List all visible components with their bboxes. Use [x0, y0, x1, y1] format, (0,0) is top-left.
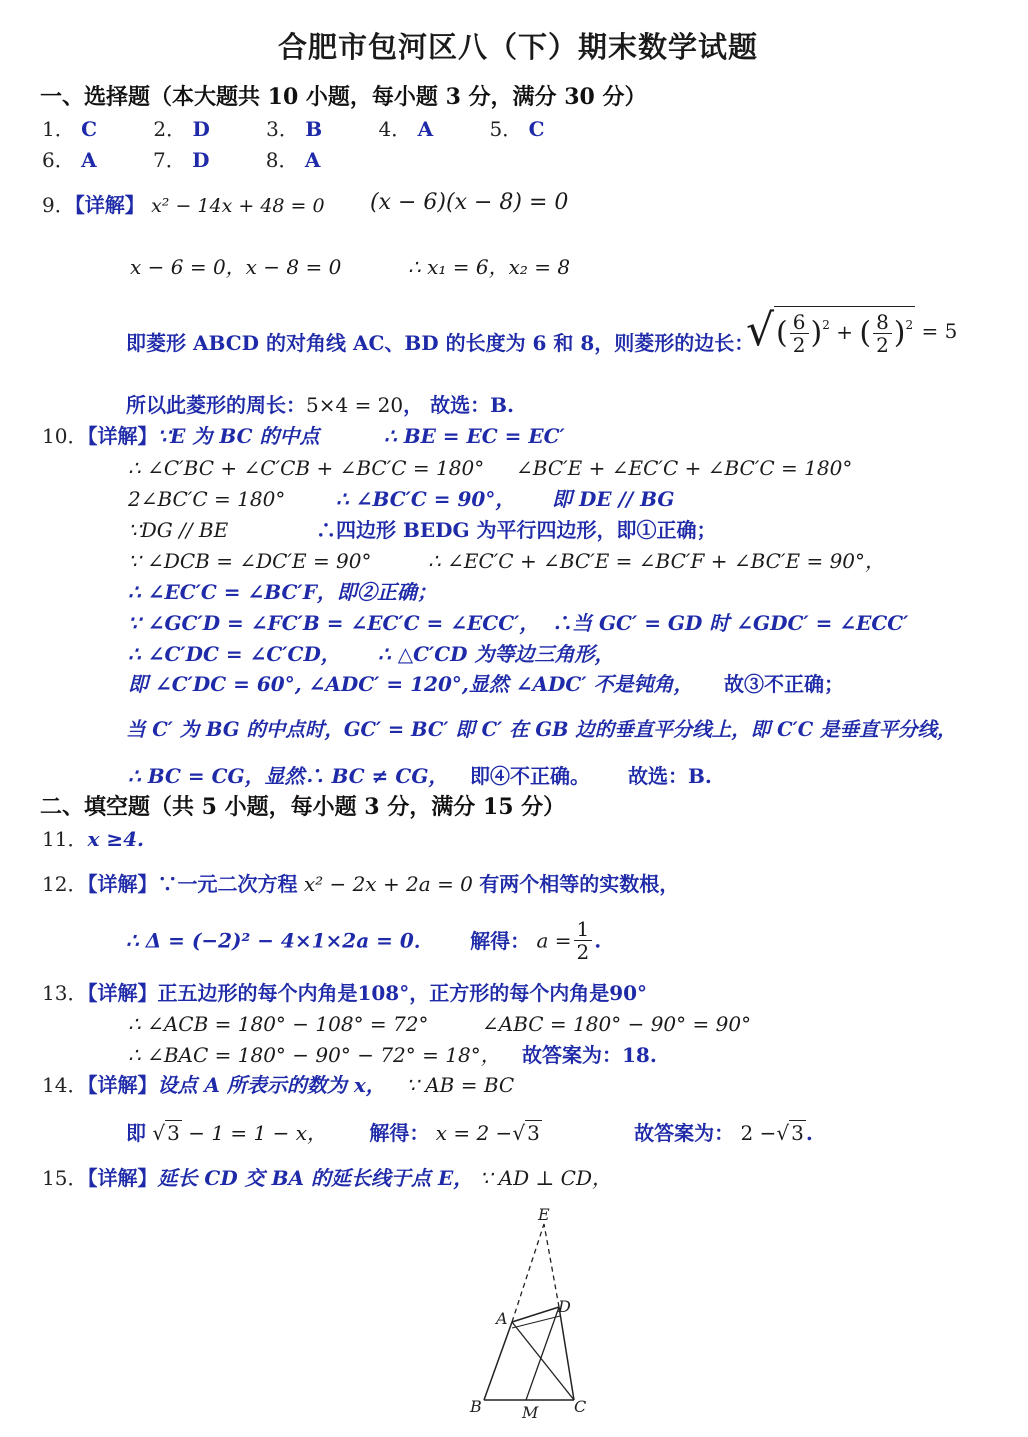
q10-line3c: 即 DE // BG: [552, 487, 675, 511]
label-m: M: [522, 1403, 539, 1422]
dashed-line-de: [544, 1224, 559, 1307]
label-b: B: [470, 1397, 482, 1416]
mc-item: 8． A: [265, 148, 321, 172]
q9-perimeter: 所以此菱形的周长：5×4 = 20， 故选：B.: [126, 393, 514, 417]
q12-line2: ∴ Δ = (−2)² − 4×1×2a = 0． 解得： a = $\frac{1}{2}$ .: [126, 917, 602, 964]
q10-line3b: ∴ ∠BC′C = 90°，: [336, 487, 516, 511]
q10-line9a: 即 ∠C′DC = 60°, ∠ADC′ = 120°,显然 ∠ADC′ 不是钝角，: [128, 672, 694, 696]
q10-line7a: ∵ ∠GC′D = ∠FC′B = ∠EC′C = ∠ECC′，: [128, 611, 540, 635]
q10-line4b: ∴四边形 BEDG 为平行四边形，即①正确；: [316, 518, 717, 542]
q10-line6: ∴ ∠EC′C = ∠BC′F，即②正确；: [128, 580, 437, 604]
q9-side-length-formula: √( $\frac{6}{2}$ )$^2$ + ( $\frac{8}{2}$ )$^2$ = 5: [746, 305, 958, 357]
mc-item: 1． C: [42, 117, 98, 141]
q9-factored: (x − 6)(x − 8) = 0: [370, 190, 569, 215]
section2-heading: 二、填空题（共 5 小题，每小题 3 分，满分 15 分）: [40, 794, 566, 820]
q9-roots-step: x − 6 = 0，x − 8 = 0: [130, 255, 342, 279]
q10-line5a: ∵ ∠DCB = ∠DC′E = 90°: [128, 549, 372, 573]
q10-line2b: ∠BC′E + ∠EC′C + ∠BC′C = 180°: [516, 456, 853, 480]
q12-line1: 12．【详解】∵一元二次方程 x² − 2x + 2a = 0 有两个相等的实数根，: [42, 872, 680, 896]
mc-item: 2． D: [153, 117, 210, 141]
segment-ba: [484, 1322, 512, 1400]
q10-line11a: ∴ BC = CG，显然∴ BC ≠ CG，: [128, 764, 449, 788]
q10-line8a: ∴ ∠C′DC = ∠C′CD，: [128, 642, 341, 666]
section1-heading: 一、选择题（本大题共 10 小题，每小题 3 分，满分 30 分）: [40, 84, 647, 110]
mc-item: 7． D: [152, 148, 210, 172]
q10-line2a: ∴ ∠C′BC + ∠C′CB + ∠BC′C = 180°: [128, 456, 485, 480]
segment-ad: [512, 1307, 559, 1322]
q10-line1: 10．【详解】∵E 为 BC 的中点: [42, 424, 320, 448]
page-title: 合肥市包河区八（下）期末数学试题: [278, 30, 759, 64]
q11-answer: 11．x ≥4.: [42, 827, 144, 851]
segment-dc: [559, 1307, 574, 1400]
q10-line3a: 2∠BC′C = 180°: [128, 487, 286, 511]
q10-line8b: ∴ △C′CD 为等边三角形，: [378, 642, 615, 666]
q10-line4a: ∵DG // BE: [128, 518, 229, 542]
q9-rhombus-text: 即菱形 ABCD 的对角线 AC、BD 的长度为 6 和 8，则菱形的边长：: [126, 331, 755, 355]
geometry-figure: [460, 1200, 640, 1430]
label-d: D: [558, 1297, 571, 1316]
segment-ac: [512, 1322, 574, 1400]
q10-line9b: 故③不正确；: [724, 672, 844, 696]
q14-line2: 即 √ 3 − 1 = 1 − x， 解得： x = 2 −√ 3 故答案为： 2 −√ 3 .: [126, 1121, 813, 1145]
q9-roots: ∴ x₁ = 6，x₂ = 8: [408, 255, 571, 279]
label-e: E: [538, 1205, 550, 1224]
mc-answers-row1: [42, 116, 545, 142]
mc-item: 3． B: [266, 117, 323, 141]
mc-item: 5． C: [489, 117, 545, 141]
q10-line10: 当 C′ 为 BG 的中点时，GC′ = BC′ 即 C′ 在 GB 边的垂直平分线上，即 C′C 是垂直平分线，: [126, 718, 957, 741]
q15-line1: 15．【详解】延长 CD 交 BA 的延长线于点 E， ∵ AD ⊥ CD，: [42, 1166, 612, 1190]
mc-answers-row2: [42, 147, 320, 173]
dashed-line-ae: [512, 1224, 544, 1322]
q13-line1: 13．【详解】正五边形的每个内角是108°，正方形的每个内角是90°: [42, 981, 648, 1005]
q13-line2a: ∴ ∠ACB = 180° − 108° = 72°: [128, 1012, 429, 1036]
q9-line1: 9．【详解】 x² − 14x + 48 = 0: [42, 193, 325, 217]
q10-line1b: ∴ BE = EC = EC′: [384, 424, 565, 448]
label-a: A: [496, 1309, 508, 1328]
segment-dm: [526, 1307, 559, 1400]
q10-line5b: ∴ ∠EC′C + ∠BC′E = ∠BC′F + ∠BC′E = 90°，: [428, 549, 886, 573]
q13-line2b: ∠ABC = 180° − 90° = 90°: [482, 1012, 752, 1036]
q10-line7b: ∴当 GC′ = GD 时 ∠GDC′ = ∠ECC′: [552, 611, 909, 635]
label-c: C: [574, 1397, 587, 1416]
q14-line1: 14．【详解】设点 A 所表示的数为 x， ∵ AB = BC: [42, 1073, 515, 1097]
q13-line3b: 故答案为：18.: [522, 1043, 657, 1067]
q10-line11b: 即④不正确。: [470, 764, 590, 788]
q10-line11c: 故选：B.: [628, 764, 712, 788]
mc-item: 6． A: [42, 148, 97, 172]
q13-line3a: ∴ ∠BAC = 180° − 90° − 72° = 18°，: [128, 1043, 501, 1067]
mc-item: 4． A: [378, 117, 434, 141]
